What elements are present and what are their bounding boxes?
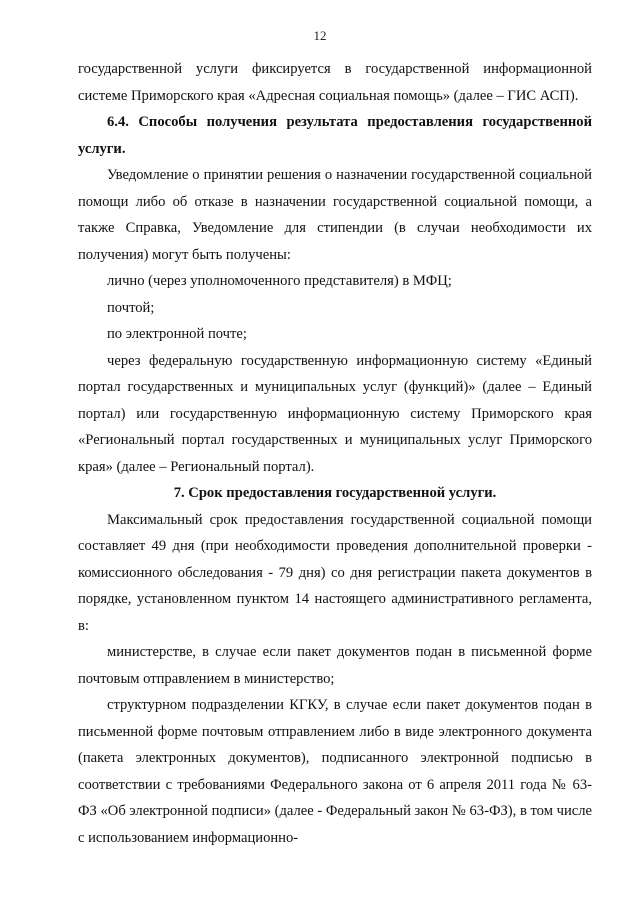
paragraph-continuation: государственной услуги фиксируется в государственной информационной системе Приморского края «Адресная социальная помощь» (далее – ГИС АСП). [78,61,592,104]
list-item-by-email: по электронной почте; [107,326,247,342]
section-heading-6-4: 6.4. Способы получения результата предоставления государственной услуги. [78,114,592,157]
paragraph-notification: Уведомление о принятии решения о назначении государственной социальной помощи либо об отказе в назначении государственной социальной помощи, а также Справка, Уведомление для стипендии (в случаи необходимости их получения) могут быть получены: [78,167,592,263]
paragraph-max-term: Максимальный срок предоставления государственной социальной помощи составляет 49 дня (при необходимости проведения дополнительной проверки - комиссионного обследования - 79 дня) со дня регистрации пакета документов в порядке, установленном пунктом 14 настоящего административного регламента, в: [78,511,592,634]
section-heading-7: 7. Срок предоставления государственной услуги. [173,485,497,501]
document-body [78,56,592,851]
list-item-by-mail: почтой; [107,299,155,316]
page-number: 12 [313,28,327,43]
list-item-in-person: лично (через уполномоченного представителя) в МФЦ; [107,273,452,289]
list-item-kgku: структурном подразделении КГКУ, в случае если пакет документов подан в письменной форме почтовым отправлением либо в виде электронного документа (пакета электронных документов), подписанного электронной подписью в соответствии с требованиями Федерального закона от 6 апреля 2011 года № 63-ФЗ «Об электронной подписи» (далее - Федеральный закон № 63-ФЗ), в том числе с использованием информационно- [78,697,592,846]
list-item-via-portal: через федеральную государственную информационную систему «Единый портал государственных и муниципальных услуг (функций)» (далее – Единый портал) или государственную информационную систему Приморского края «Региональный портал государственных и муниципальных услуг Приморского края» (далее – Региональный портал). [78,352,592,475]
list-item-ministry: министерстве, в случае если пакет документов подан в письменной форме почтовым отправлением в министерство; [78,644,592,687]
